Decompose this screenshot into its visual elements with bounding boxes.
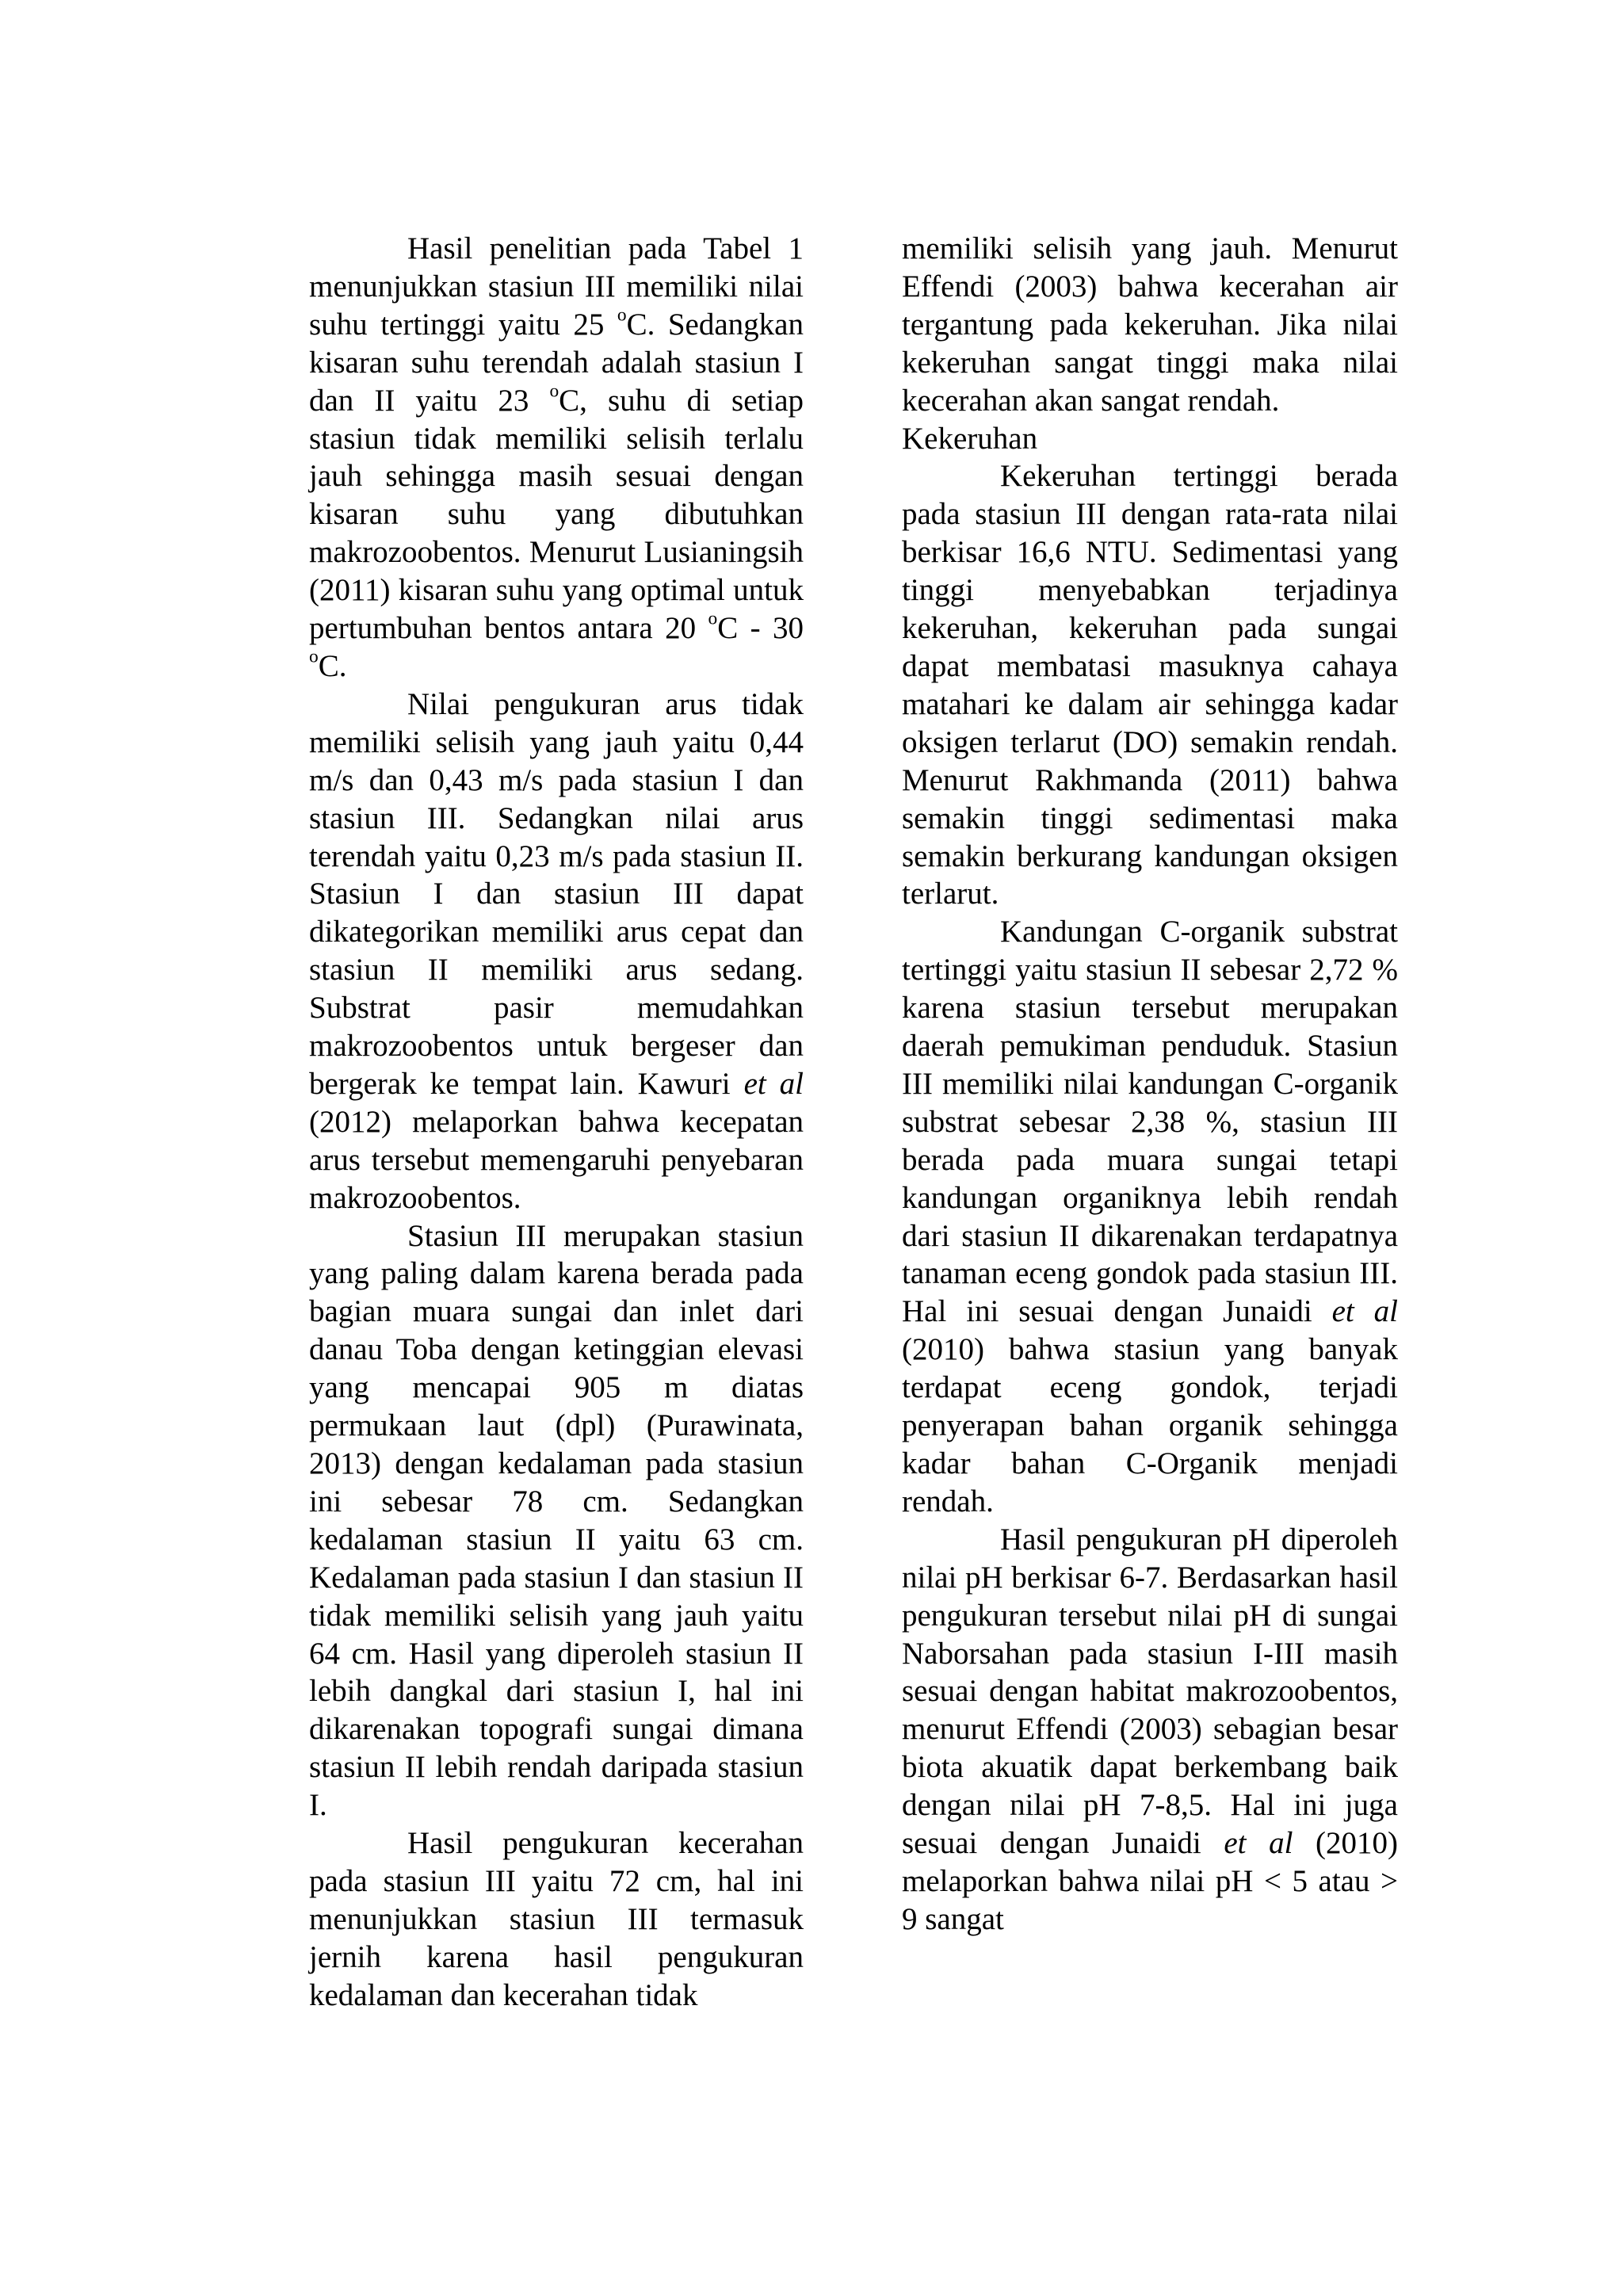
- italic-et-al: et al: [743, 1066, 804, 1101]
- paragraph-ph: [902, 1521, 1398, 1939]
- section-heading-turbidity: Kekeruhan: [902, 421, 1038, 456]
- text-run: Kandungan C-organik substrat tertinggi yaitu stasiun II sebesar 2,72 % karena stasiun tersebut merupakan daerah pemukiman penduduk. Stasiun III memiliki nilai kandungan C-organik substrat sebesar 2,38 %, stasiun III berada pada muara sungai tetapi kandungan organiknya lebih rendah dari stasiun II dikarenakan terdapatnya tanaman eceng gondok pada stasiun III. Hal ini sesuai dengan Junaidi: [902, 915, 1398, 1329]
- text-run: (2010) bahwa stasiun yang banyak terdapat eceng gondok, terjadi penyerapan bahan organik sehingga kadar bahan C-Organik menjadi rendah.: [902, 1332, 1398, 1519]
- paragraph-temperature: [309, 230, 804, 686]
- italic-et-al: et al: [1331, 1294, 1398, 1329]
- paragraph-turbidity: Kekeruhan tertinggi berada pada stasiun III dengan rata-rata nilai berkisar 16,6 NTU. Sedimentasi yang tinggi menyebabkan terjadinya kekeruhan, kekeruhan pada sungai dapat membatasi masuknya cahaya matahari ke dalam air sehingga kadar oksigen terlarut (DO) semakin rendah. Menurut Rakhmanda (2011) bahwa semakin tinggi sedimentasi maka semakin berkurang kandungan oksigen terlarut.: [902, 459, 1398, 911]
- degree-superscript: o: [708, 608, 718, 629]
- paragraph-depth: Stasiun III merupakan stasiun yang paling dalam karena berada pada bagian muara sungai dan inlet dari danau Toba dengan ketinggian elevasi yang mencapai 905 m diatas permukaan laut (dpl) (Purawinata, 2013) dengan kedalaman pada stasiun ini sebesar 78 cm. Sedangkan kedalaman stasiun II yaitu 63 cm. Kedalaman pada stasiun I dan stasiun II tidak memiliki selisih yang jauh yaitu 64 cm. Hasil yang diperoleh stasiun II lebih dangkal dari stasiun I, hal ini dikarenakan topografi sungai dimana stasiun II lebih rendah daripada stasiun I.: [309, 1218, 804, 1823]
- degree-superscript: o: [549, 380, 559, 402]
- text-run: C, suhu di setiap stasiun tidak memiliki selisih terlalu jauh sehingga masih sesuai dengan kisaran suhu yang dibutuhkan makrozoobentos. Menurut Lusianingsih (2011) kisaran suhu yang optimal untuk pertumbuhan bentos antara 20: [309, 383, 804, 646]
- text-run: C - 30: [717, 611, 804, 646]
- degree-superscript: o: [617, 304, 627, 326]
- text-run: C. Sedangkan kisaran suhu terendah adalah stasiun I dan II yaitu 23: [309, 307, 804, 418]
- text-run: C.: [318, 648, 347, 683]
- text-run: Hasil pengukuran pH diperoleh nilai pH berkisar 6-7. Berdasarkan hasil pengukuran tersebut nilai pH di sungai Naborsahan pada stasiun I-III masih sesuai dengan habitat makrozoobentos, menurut Effendi (2003) sebagian besar biota akuatik dapat berkembang baik dengan nilai pH 7-8,5. Hal ini juga sesuai dengan Junaidi: [902, 1522, 1398, 1861]
- text-run: (2010) melaporkan bahwa nilai pH < 5 atau > 9 sangat: [902, 1826, 1398, 1936]
- italic-et-al: et al: [1224, 1826, 1293, 1861]
- degree-superscript: o: [309, 646, 319, 667]
- paragraph-brightness: Hasil pengukuran kecerahan pada stasiun III yaitu 72 cm, hal ini menunjukkan stasiun III termasuk jernih karena hasil pengukuran kedalaman dan kecerahan tidak: [309, 1826, 804, 2012]
- text-run: (2012) melaporkan bahwa kecepatan arus tersebut memengaruhi penyebaran makrozoobentos.: [309, 1104, 804, 1215]
- paragraph-brightness-continued: memiliki selisih yang jauh. Menurut Effendi (2003) bahwa kecerahan air tergantung pada kekeruhan. Jika nilai kekeruhan sangat tinggi maka nilai kecerahan akan sangat rendah.: [902, 231, 1398, 418]
- text-run: Hasil penelitian pada Tabel 1 menunjukkan stasiun III memiliki nilai suhu tertinggi yaitu 25: [309, 231, 804, 342]
- paragraph-current: [309, 686, 804, 1217]
- paragraph-c-organic: [902, 913, 1398, 1521]
- right-column: [902, 230, 1398, 1939]
- left-column: [309, 230, 804, 2015]
- text-run: Nilai pengukuran arus tidak memiliki selisih yang jauh yaitu 0,44 m/s dan 0,43 m/s pada stasiun I dan stasiun III. Sedangkan nilai arus terendah yaitu 0,23 m/s pada stasiun II. Stasiun I dan stasiun III dapat dikategorikan memiliki arus cepat dan stasiun II memiliki arus sedang. Substrat pasir memudahkan makrozoobentos untuk bergeser dan bergerak ke tempat lain. Kawuri: [309, 686, 804, 1101]
